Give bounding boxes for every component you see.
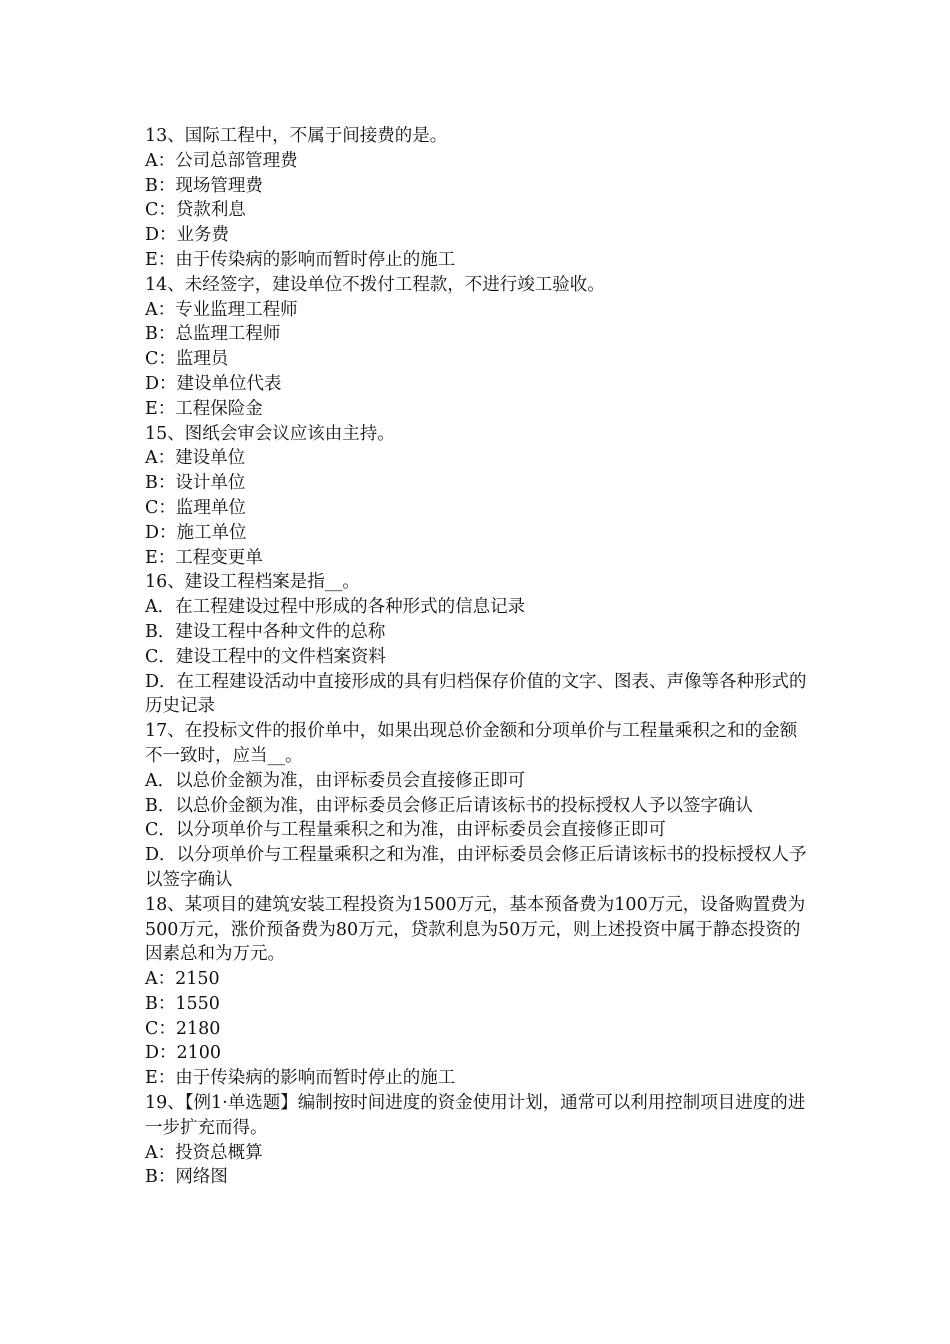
question-14-option-a: A：专业监理工程师 [145, 299, 298, 320]
question-15-option-a: A：建设单位 [145, 448, 246, 469]
question-13-option-a: A：公司总部管理费 [145, 150, 298, 171]
question-13-option-e: E：由于传染病的影响而暂时停止的施工 [145, 249, 456, 270]
question-19-stem: 19、【例1·单选题】编制按时间进度的资金使用计划，通常可以利用控制项目进度的进一步扩充而得。 [145, 1093, 806, 1138]
question-15-option-c: C：监理单位 [145, 497, 246, 518]
question-19-option-a: A：投资总概算 [145, 1142, 263, 1163]
question-18-option-d: D：2100 [145, 1043, 222, 1064]
question-14-option-e: E：工程保险金 [145, 398, 263, 419]
question-16-option-d: D．在工程建设活动中直接形成的具有归档保存价值的文字、图表、声像等各种形式的历史记录 [145, 671, 807, 717]
question-14-option-b: B：总监理工程师 [145, 324, 281, 345]
question-18-stem: 18、某项目的建筑安装工程投资为1500万元，基本预备费为100万元，设备购置费为500万元，涨价预备费为80万元，贷款利息为50万元，则上述投资中属于静态投资的因素总和为万元。 [145, 894, 806, 965]
question-15-stem: 15、图纸会审会议应该由主持。 [145, 423, 395, 444]
question-15-option-e: E：工程变更单 [145, 547, 263, 568]
question-15-option-d: D：施工单位 [145, 522, 247, 543]
question-16-option-c: C．建设工程中的文件档案资料 [145, 646, 386, 667]
question-17-option-d: D．以分项单价与工程量乘积之和为准，由评标委员会修正后请该标书的投标授权人予以签字确认 [145, 845, 807, 890]
question-17-stem: 17、在投标文件的报价单中，如果出现总价金额和分项单价与工程量乘积之和的金额不一致时，应当__。 [145, 721, 798, 766]
question-18-option-c: C：2180 [145, 1018, 221, 1039]
question-18-option-e: E：由于传染病的影响而暂时停止的施工 [145, 1068, 456, 1089]
question-text-body [145, 124, 810, 1190]
question-18-option-a: A：2150 [145, 969, 220, 990]
question-17-option-b: B．以总价金额为准，由评标委员会修正后请该标书的投标授权人予以签字确认 [145, 795, 753, 816]
question-18-option-b: B：1550 [145, 993, 220, 1014]
question-19-option-b: B：网络图 [145, 1167, 228, 1188]
question-14-stem: 14、未经签字，建设单位不拨付工程款，不进行竣工验收。 [145, 274, 605, 295]
question-16-option-b: B．建设工程中各种文件的总称 [145, 621, 386, 642]
question-16-option-a: A．在工程建设过程中形成的各种形式的信息记录 [145, 597, 526, 618]
question-13-option-b: B：现场管理费 [145, 175, 263, 196]
question-14-option-d: D：建设单位代表 [145, 373, 282, 394]
question-13-stem: 13、国际工程中，不属于间接费的是。 [145, 126, 448, 146]
question-17-option-c: C．以分项单价与工程量乘积之和为准，由评标委员会直接修正即可 [145, 820, 666, 841]
question-13-option-d: D：业务费 [145, 225, 230, 246]
question-17-option-a: A．以总价金额为准，由评标委员会直接修正即可 [145, 770, 526, 791]
question-14-option-c: C：监理员 [145, 349, 229, 370]
question-13-option-c: C：贷款利息 [145, 200, 246, 221]
question-15-option-b: B：设计单位 [145, 473, 246, 494]
question-16-stem: 16、建设工程档案是指__。 [145, 572, 360, 593]
